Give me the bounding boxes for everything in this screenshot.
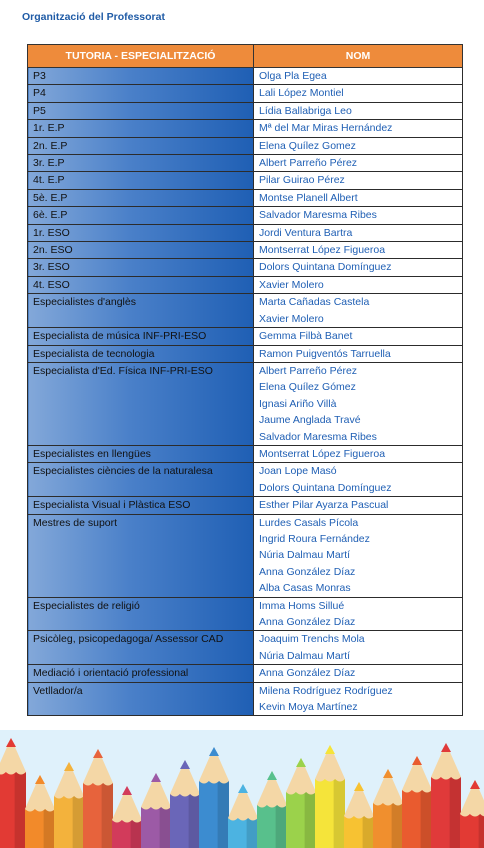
role-cell: Especialistes en llengües: [28, 445, 254, 462]
role-cell: 6è. E.P: [28, 207, 254, 224]
teacher-name: Gemma Filbà Banet: [259, 330, 353, 343]
table-row: [28, 497, 463, 514]
teacher-name: Joaquim Trenchs Mola: [259, 633, 365, 646]
names-cell: [254, 224, 463, 241]
teacher-name: Pilar Guirao Pérez: [259, 174, 345, 187]
names-cell: [254, 172, 463, 189]
teacher-name: Salvador Maresma Ribes: [259, 209, 377, 222]
teacher-name: Alba Casas Monras: [259, 582, 351, 595]
teacher-name: Albert Parreño Pérez: [259, 364, 358, 377]
teacher-name: Marta Cañadas Castela: [259, 296, 370, 309]
names-cell: [254, 276, 463, 293]
table-row: [28, 259, 463, 276]
table-row: [28, 682, 463, 716]
names-cell: [254, 155, 463, 172]
teacher-name: Ramon Puigventós Tarruella: [259, 347, 391, 360]
teacher-name: Dolors Quintana Domínguez: [259, 481, 392, 494]
teacher-name: Kevin Moya Martínez: [259, 701, 358, 714]
teacher-name: Imma Homs Sillué: [259, 599, 345, 612]
table-row: [28, 276, 463, 293]
table-row: [28, 362, 463, 445]
header-name: NOM: [254, 45, 463, 68]
teacher-name: Dolors Quintana Domínguez: [259, 261, 392, 274]
role-cell: P3: [28, 68, 254, 85]
teacher-name: Lurdes Casals Pícola: [259, 516, 359, 529]
role-cell: Psicòleg, psicopedagoga/ Assessor CAD: [28, 631, 254, 665]
teacher-name: Albert Parreño Pérez: [259, 157, 358, 170]
teacher-name: Lali López Montiel: [259, 87, 344, 100]
names-cell: [254, 497, 463, 514]
names-cell: [254, 345, 463, 362]
page-title: Organització del Professorat: [22, 11, 165, 23]
names-cell: [254, 85, 463, 102]
role-cell: P5: [28, 102, 254, 119]
names-cell: [254, 445, 463, 462]
teacher-name: Elena Quílez Gómez: [259, 381, 356, 394]
role-cell: 2n. E.P: [28, 137, 254, 154]
teacher-name: Montserrat López Figueroa: [259, 244, 386, 257]
teacher-name: Xavier Molero: [259, 278, 324, 291]
staff-table: [27, 44, 463, 716]
teacher-name: Anna González Díaz: [259, 565, 356, 578]
role-cell: 1r. ESO: [28, 224, 254, 241]
table-row: [28, 207, 463, 224]
role-cell: 2n. ESO: [28, 242, 254, 259]
teacher-name: Joan Lope Masó: [259, 465, 337, 478]
names-cell: [254, 463, 463, 497]
names-cell: [254, 189, 463, 206]
table-row: [28, 597, 463, 631]
role-cell: 1r. E.P: [28, 120, 254, 137]
table-header-row: [28, 45, 463, 68]
teacher-name: Olga Pla Egea: [259, 70, 327, 82]
table-row: [28, 294, 463, 328]
table-row: [28, 345, 463, 362]
teacher-name: Montserrat López Figueroa: [259, 447, 386, 460]
teacher-name: Elena Quílez Gomez: [259, 139, 356, 152]
teacher-name: Esther Pilar Ayarza Pascual: [259, 499, 389, 512]
names-cell: [254, 631, 463, 665]
table-row: [28, 102, 463, 119]
table-row: [28, 463, 463, 497]
teacher-name: Mª del Mar Miras Hernández: [259, 122, 393, 135]
role-cell: Especialista Visual i Plàstica ESO: [28, 497, 254, 514]
role-cell: Mestres de suport: [28, 514, 254, 597]
role-cell: Especialista de tecnologia: [28, 345, 254, 362]
teacher-name: Ingrid Roura Fernández: [259, 532, 370, 545]
names-cell: [254, 120, 463, 137]
header-role: TUTORIA - ESPECIALITZACIÓ: [28, 45, 254, 68]
table-row: [28, 328, 463, 345]
role-cell: Especialista d'Ed. Física INF-PRI-ESO: [28, 362, 254, 445]
names-cell: [254, 362, 463, 445]
table-row: [28, 120, 463, 137]
role-cell: Especialistes ciències de la naturalesa: [28, 463, 254, 497]
names-cell: [254, 294, 463, 328]
teacher-name: Anna González Díaz: [259, 616, 356, 628]
table-row: [28, 242, 463, 259]
names-cell: [254, 207, 463, 224]
pencils-illustration: [0, 730, 484, 848]
teacher-name: Núria Dalmau Martí: [259, 549, 351, 562]
table-row: [28, 445, 463, 462]
table-row: [28, 172, 463, 189]
table-row: [28, 137, 463, 154]
teacher-name: Jaume Anglada Travé: [259, 414, 361, 427]
teacher-name: Montse Planell Albert: [259, 191, 358, 204]
teacher-name: Núria Dalmau Martí: [259, 649, 351, 662]
names-cell: [254, 328, 463, 345]
teacher-name: Ignasi Ariño Villà: [259, 397, 337, 410]
names-cell: [254, 597, 463, 631]
teacher-name: Jordi Ventura Bartra: [259, 226, 353, 239]
role-cell: Vetllador/a: [28, 682, 254, 716]
role-cell: 3r. ESO: [28, 259, 254, 276]
names-cell: [254, 137, 463, 154]
role-cell: Especialistes de religió: [28, 597, 254, 631]
table-row: [28, 155, 463, 172]
table-row: [28, 68, 463, 85]
table-row: [28, 514, 463, 597]
teacher-name: Lídia Ballabriga Leo: [259, 104, 352, 117]
table-row: [28, 631, 463, 665]
role-cell: 5è. E.P: [28, 189, 254, 206]
table-row: [28, 85, 463, 102]
teacher-name: Xavier Molero: [259, 312, 324, 325]
names-cell: [254, 665, 463, 682]
names-cell: [254, 514, 463, 597]
table-row: [28, 224, 463, 241]
role-cell: P4: [28, 85, 254, 102]
teacher-name: Anna González Díaz: [259, 667, 356, 680]
table-row: [28, 665, 463, 682]
role-cell: 4t. E.P: [28, 172, 254, 189]
role-cell: Especialistes d'anglès: [28, 294, 254, 328]
names-cell: [254, 242, 463, 259]
names-cell: [254, 259, 463, 276]
role-cell: Mediació i orientació professional: [28, 665, 254, 682]
role-cell: 4t. ESO: [28, 276, 254, 293]
teacher-name: Salvador Maresma Ribes: [259, 430, 377, 443]
table-row: [28, 189, 463, 206]
role-cell: Especialista de música INF-PRI-ESO: [28, 328, 254, 345]
table-body: [28, 68, 463, 716]
names-cell: [254, 682, 463, 716]
names-cell: [254, 102, 463, 119]
role-cell: 3r. E.P: [28, 155, 254, 172]
teacher-name: Milena Rodríguez Rodríguez: [259, 684, 393, 697]
colored-pencils-image: [0, 730, 484, 848]
names-cell: [254, 68, 463, 85]
